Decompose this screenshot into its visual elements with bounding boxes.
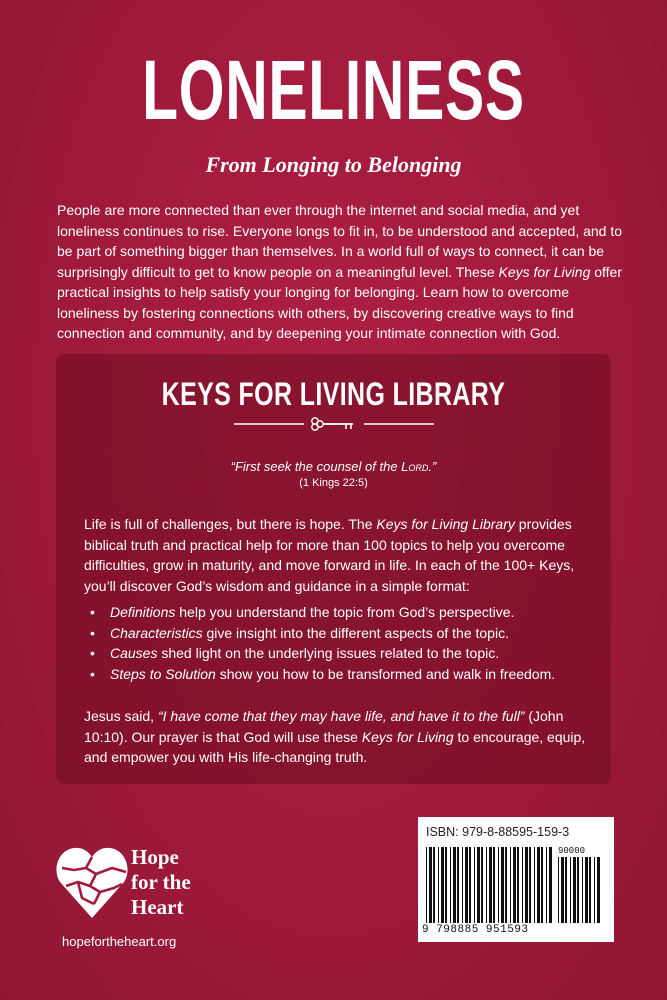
publisher-website: hopefortheheart.org bbox=[62, 934, 177, 949]
barcode-bar bbox=[517, 847, 519, 923]
barcode-bar bbox=[505, 847, 507, 923]
barcode-bar bbox=[457, 847, 459, 923]
barcode-bar bbox=[510, 847, 511, 923]
barcode-bar bbox=[585, 857, 588, 923]
list-item: • Characteristics give insight into the different aspects of the topic. bbox=[90, 623, 590, 644]
barcode-bar bbox=[582, 857, 583, 923]
barcode-bar bbox=[453, 847, 456, 923]
list-item: • Steps to Solution show you how to be transformed and walk in freedom. bbox=[90, 664, 590, 685]
barcode-bar bbox=[561, 857, 564, 923]
barcode-bar bbox=[426, 847, 427, 923]
library-description: Life is full of challenges, but there is hope. The Keys for Living Library provides biblical truth and practical help for more than 100 topics to help you overcome difficulties, grow in maturity, and move forward in life. In each of the 100+ Keys, you’ll discover God’s wisdom and guidance in a simple format: bbox=[84, 516, 575, 594]
barcode-bar bbox=[573, 857, 576, 923]
barcode-bar bbox=[546, 847, 547, 923]
isbn-label: ISBN: 979-8-88595-159-3 bbox=[426, 825, 570, 839]
barcode-bar bbox=[513, 847, 516, 923]
barcode-bar bbox=[534, 847, 535, 923]
key-divider-icon bbox=[234, 416, 434, 432]
list-item: • Definitions help you understand the topic from God’s perspective. bbox=[90, 602, 590, 623]
barcode-bar bbox=[537, 847, 540, 923]
barcode-bar bbox=[529, 847, 531, 923]
book-subtitle: From Longing to Belonging bbox=[205, 152, 462, 177]
scripture-reference: (1 Kings 22:5) bbox=[299, 477, 368, 489]
barcode-bar bbox=[594, 857, 595, 923]
barcode-bar bbox=[438, 847, 439, 923]
barcode-bar bbox=[522, 847, 523, 923]
barcode-bar bbox=[498, 847, 499, 923]
format-list bbox=[90, 602, 590, 684]
barcode-bar bbox=[465, 847, 468, 923]
barcode-bar bbox=[589, 857, 591, 923]
barcode-bar bbox=[433, 847, 435, 923]
barcode-bar bbox=[525, 847, 528, 923]
barcode-bar bbox=[565, 857, 567, 923]
barcode-bar bbox=[501, 847, 504, 923]
barcode-bar bbox=[441, 847, 444, 923]
barcode-bar bbox=[541, 847, 543, 923]
barcode-bar bbox=[450, 847, 451, 923]
barcode-bar bbox=[429, 847, 432, 923]
barcode-bar bbox=[577, 857, 579, 923]
barcode-bar bbox=[474, 847, 475, 923]
barcode-bar bbox=[462, 847, 463, 923]
barcode-addon-number: 90000 bbox=[558, 846, 586, 856]
barcode-bar bbox=[481, 847, 483, 923]
barcode-bar bbox=[597, 857, 600, 923]
barcode-bar bbox=[549, 847, 552, 923]
barcode-bar bbox=[489, 847, 492, 923]
barcode-bar bbox=[477, 847, 480, 923]
isbn-barcode bbox=[418, 817, 614, 942]
publisher-logo-text: Hope for the Heart bbox=[131, 845, 191, 919]
barcode-bar bbox=[445, 847, 447, 923]
barcode-bar bbox=[558, 857, 559, 923]
barcode-bars bbox=[426, 847, 552, 923]
barcode-number: 9 798885 951593 bbox=[422, 924, 529, 936]
list-item: • Causes shed light on the underlying issues related to the topic. bbox=[90, 643, 590, 664]
library-panel bbox=[56, 354, 611, 784]
barcode-bar bbox=[469, 847, 471, 923]
closing-paragraph: Jesus said, “I have come that they may have life, and have it to the full” (John 10:10). Our prayer is that God will use these Keys for Living to encourage, equip, and empower you with His life-changing truth. bbox=[84, 708, 586, 765]
barcode-addon-bars bbox=[558, 857, 602, 923]
scripture-quote: “First seek the counsel of the Lord.” bbox=[230, 459, 437, 474]
book-title: LONELINESS bbox=[142, 43, 525, 137]
barcode-bar bbox=[493, 847, 495, 923]
intro-paragraph: People are more connected than ever through the internet and social media, and yet loneliness continues to rise. Everyone longs to fit in, to be understood and accepted, and to be part of something bigger than themselves. In a world full of ways to connect, it can be surprisingly difficult to get to know people on a meaningful level. These Keys for Living offer practical insights to help satisfy your longing for belonging. Learn how to overcome loneliness by fostering connections with others, by discovering creative ways to find connection and community, and by deepening your intimate connection with God. bbox=[57, 202, 623, 341]
library-title: KEYS FOR LIVING LIBRARY bbox=[161, 376, 506, 412]
barcode-bar bbox=[486, 847, 487, 923]
barcode-bar bbox=[570, 857, 571, 923]
